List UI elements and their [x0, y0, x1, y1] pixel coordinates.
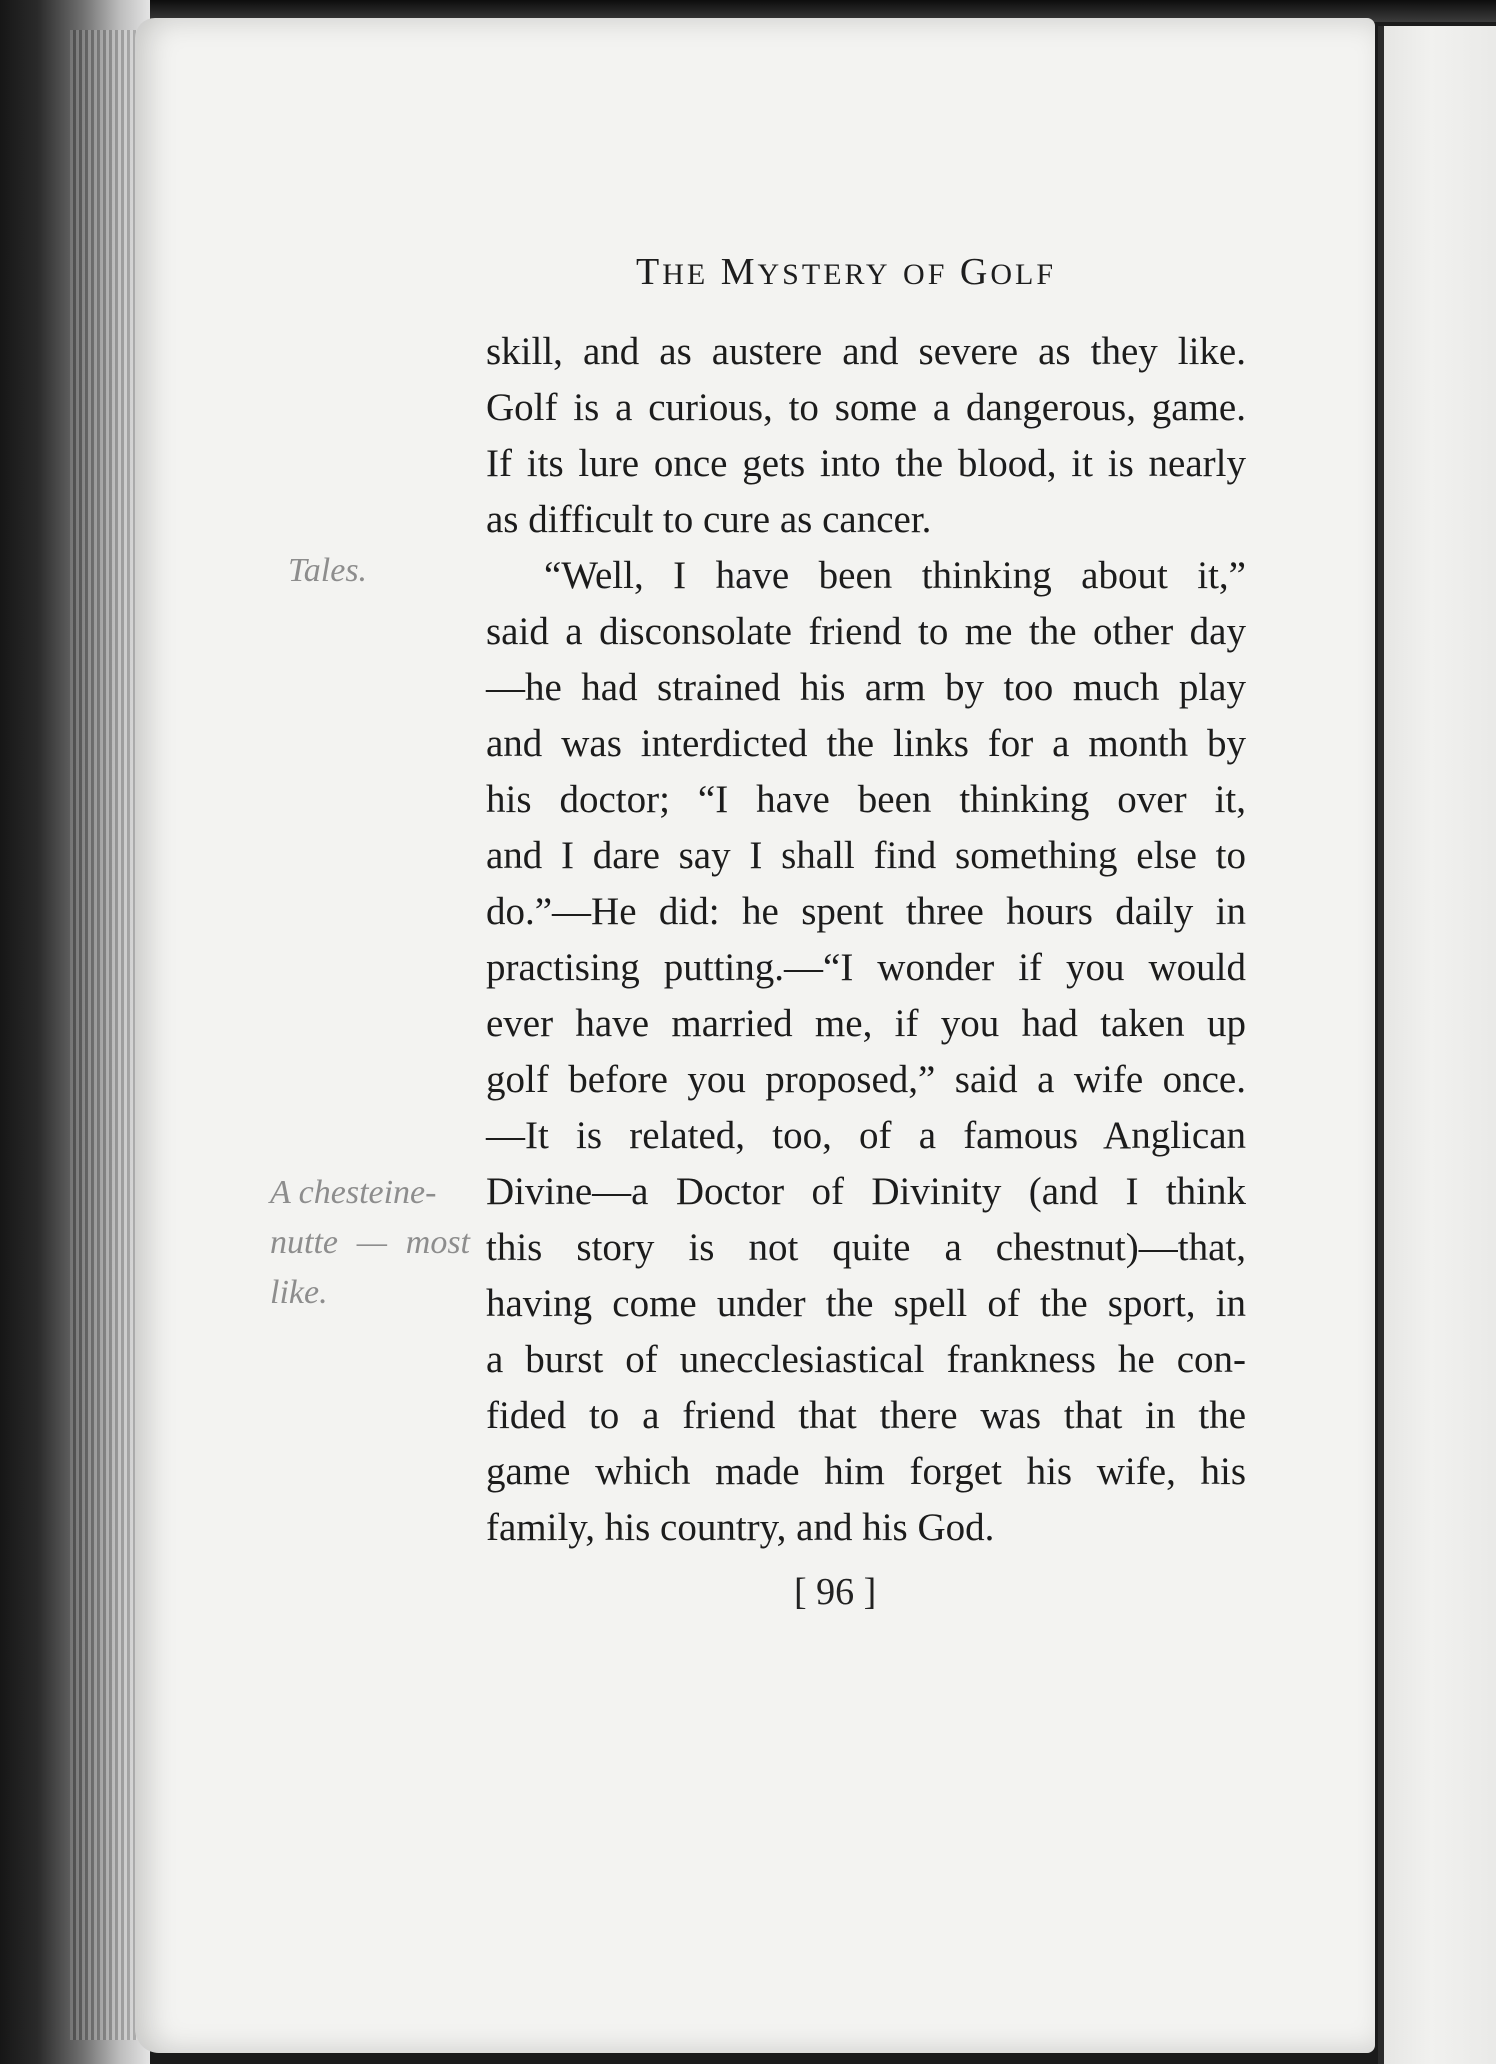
text-line: golf before you proposed,” said a wife once. [486, 1058, 1246, 1101]
margin-note-chestnut [270, 1168, 470, 1318]
text-line: family, his country, and his God. [486, 1506, 995, 1549]
body-text [486, 324, 1246, 1556]
margin-note-tales: Tales. [288, 552, 368, 589]
text-line: Divine—a Doctor of Divinity (and I think [486, 1170, 1246, 1213]
text-line: Golf is a curious, to some a dangerous, game. [486, 386, 1246, 429]
text-line: do.”—He did: he spent three hours daily in [486, 890, 1246, 933]
text-line: skill, and as austere and severe as they like. [486, 330, 1246, 373]
text-line: practising putting.—“I wonder if you would [486, 946, 1246, 989]
text-line: “Well, I have been thinking about it,” [544, 554, 1246, 597]
facing-page [1378, 26, 1496, 2064]
text-line: game which made him forget his wife, his [486, 1450, 1246, 1493]
margin-note-line: like. [270, 1274, 328, 1311]
text-line: his doctor; “I have been thinking over it, [486, 778, 1246, 821]
text-line: this story is not quite a chestnut)—that, [486, 1226, 1246, 1269]
text-line: and was interdicted the links for a month by [486, 722, 1246, 765]
text-line: ever have married me, if you had taken up [486, 1002, 1246, 1045]
running-head: THE MYSTERY OF GOLF [636, 251, 1057, 293]
margin-note-line: A chesteine- [270, 1174, 437, 1211]
margin-note-line: nutte — most [270, 1224, 470, 1261]
text-line: as difficult to cure as cancer. [486, 498, 932, 541]
text-line: —It is related, too, of a famous Anglican [486, 1114, 1246, 1157]
text-line: having come under the spell of the sport, in [486, 1282, 1246, 1325]
text-line: said a disconsolate friend to me the other day [486, 610, 1246, 653]
text-line: If its lure once gets into the blood, it is nearly [486, 442, 1246, 485]
text-line: and I dare say I shall find something else to [486, 834, 1246, 877]
text-line: fided to a friend that there was that in the [486, 1394, 1246, 1437]
text-line: a burst of unecclesiastical frankness he con- [486, 1338, 1246, 1381]
page-number: [ 96 ] [794, 1571, 877, 1613]
text-line: —he had strained his arm by too much play [486, 666, 1246, 709]
